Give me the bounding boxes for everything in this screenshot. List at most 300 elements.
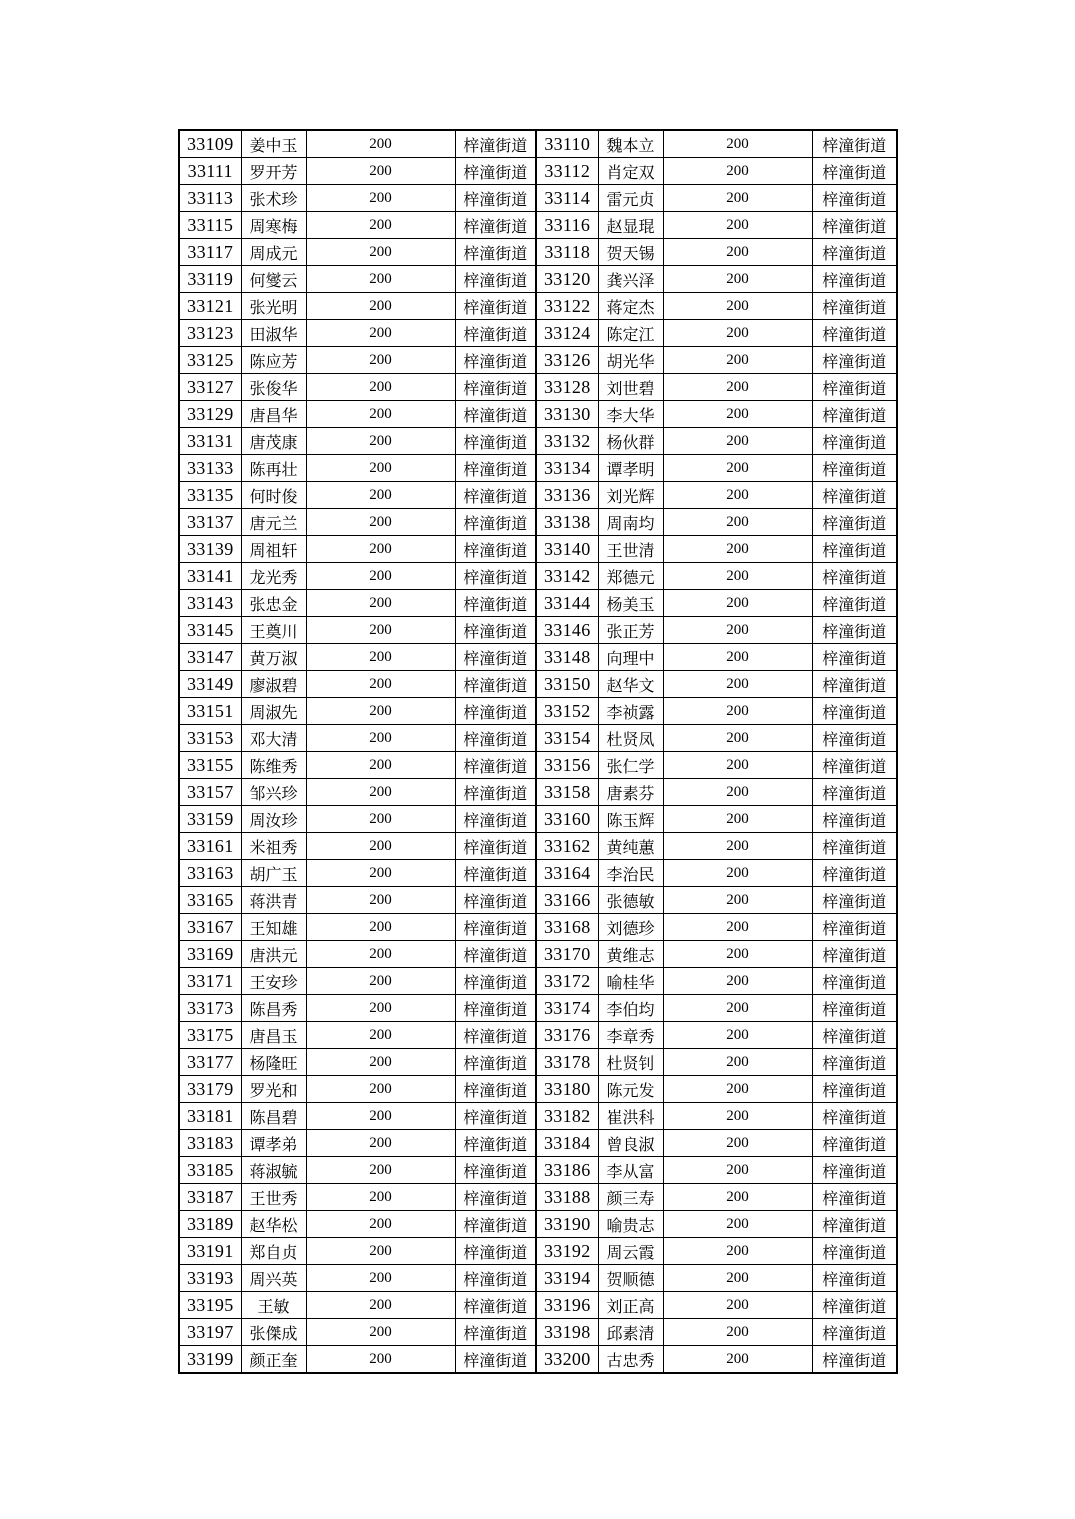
person-name-cell: 雷元贞: [598, 185, 663, 212]
person-name-cell: 杨隆旺: [241, 1049, 306, 1076]
street-name-cell: 梓潼街道: [455, 1130, 536, 1157]
person-name-cell: 周祖轩: [241, 536, 306, 563]
table-row: [179, 968, 897, 995]
person-name-cell: 陈玉辉: [598, 806, 663, 833]
street-name-cell: 梓潼街道: [455, 914, 536, 941]
street-name-cell: 梓潼街道: [455, 644, 536, 671]
street-name-cell: 梓潼街道: [455, 698, 536, 725]
amount-cell: 200: [306, 590, 455, 617]
person-name-cell: 罗光和: [241, 1076, 306, 1103]
street-name-cell: 梓潼街道: [812, 212, 897, 239]
amount-cell: 200: [663, 185, 812, 212]
record-id-cell: 33131: [179, 428, 241, 455]
person-name-cell: 张仁学: [598, 752, 663, 779]
street-name-cell: 梓潼街道: [812, 347, 897, 374]
person-name-cell: 李章秀: [598, 1022, 663, 1049]
amount-cell: 200: [306, 1049, 455, 1076]
street-name-cell: 梓潼街道: [812, 293, 897, 320]
street-name-cell: 梓潼街道: [455, 320, 536, 347]
table-row: [179, 347, 897, 374]
record-id-cell: 33111: [179, 158, 241, 185]
record-id-cell: 33130: [536, 401, 598, 428]
amount-cell: 200: [663, 1238, 812, 1265]
table-row: [179, 698, 897, 725]
street-name-cell: 梓潼街道: [812, 860, 897, 887]
street-name-cell: 梓潼街道: [812, 941, 897, 968]
street-name-cell: 梓潼街道: [455, 1022, 536, 1049]
street-name-cell: 梓潼街道: [812, 671, 897, 698]
person-name-cell: 胡光华: [598, 347, 663, 374]
amount-cell: 200: [663, 833, 812, 860]
person-name-cell: 陈昌秀: [241, 995, 306, 1022]
record-id-cell: 33156: [536, 752, 598, 779]
street-name-cell: 梓潼街道: [812, 590, 897, 617]
record-id-cell: 33171: [179, 968, 241, 995]
street-name-cell: 梓潼街道: [812, 1184, 897, 1211]
street-name-cell: 梓潼街道: [455, 212, 536, 239]
table-row: [179, 320, 897, 347]
street-name-cell: 梓潼街道: [812, 1346, 897, 1374]
amount-cell: 200: [306, 293, 455, 320]
person-name-cell: 王奠川: [241, 617, 306, 644]
record-id-cell: 33110: [536, 130, 598, 158]
amount-cell: 200: [663, 239, 812, 266]
person-name-cell: 崔洪科: [598, 1103, 663, 1130]
person-name-cell: 王世秀: [241, 1184, 306, 1211]
amount-cell: 200: [663, 671, 812, 698]
street-name-cell: 梓潼街道: [455, 536, 536, 563]
amount-cell: 200: [663, 1022, 812, 1049]
street-name-cell: 梓潼街道: [812, 1292, 897, 1319]
street-name-cell: 梓潼街道: [455, 563, 536, 590]
record-id-cell: 33109: [179, 130, 241, 158]
street-name-cell: 梓潼街道: [812, 239, 897, 266]
street-name-cell: 梓潼街道: [812, 968, 897, 995]
amount-cell: 200: [306, 158, 455, 185]
street-name-cell: 梓潼街道: [455, 887, 536, 914]
table-row: [179, 1211, 897, 1238]
street-name-cell: 梓潼街道: [812, 130, 897, 158]
street-name-cell: 梓潼街道: [812, 914, 897, 941]
person-name-cell: 黄维志: [598, 941, 663, 968]
person-name-cell: 张忠金: [241, 590, 306, 617]
amount-cell: 200: [663, 401, 812, 428]
record-id-cell: 33126: [536, 347, 598, 374]
street-name-cell: 梓潼街道: [455, 130, 536, 158]
person-name-cell: 周淑先: [241, 698, 306, 725]
person-name-cell: 周成元: [241, 239, 306, 266]
amount-cell: 200: [663, 995, 812, 1022]
record-id-cell: 33196: [536, 1292, 598, 1319]
amount-cell: 200: [306, 779, 455, 806]
amount-cell: 200: [663, 266, 812, 293]
street-name-cell: 梓潼街道: [455, 860, 536, 887]
record-id-cell: 33124: [536, 320, 598, 347]
amount-cell: 200: [306, 1103, 455, 1130]
street-name-cell: 梓潼街道: [455, 995, 536, 1022]
street-name-cell: 梓潼街道: [455, 590, 536, 617]
street-name-cell: 梓潼街道: [812, 1319, 897, 1346]
street-name-cell: 梓潼街道: [455, 455, 536, 482]
person-name-cell: 陈元发: [598, 1076, 663, 1103]
street-name-cell: 梓潼街道: [812, 752, 897, 779]
street-name-cell: 梓潼街道: [455, 1103, 536, 1130]
record-id-cell: 33137: [179, 509, 241, 536]
record-id-cell: 33118: [536, 239, 598, 266]
record-id-cell: 33129: [179, 401, 241, 428]
person-name-cell: 贺天锡: [598, 239, 663, 266]
record-id-cell: 33143: [179, 590, 241, 617]
person-name-cell: 蒋定杰: [598, 293, 663, 320]
amount-cell: 200: [663, 1319, 812, 1346]
table-row: [179, 212, 897, 239]
amount-cell: 200: [306, 374, 455, 401]
amount-cell: 200: [306, 1292, 455, 1319]
record-id-cell: 33153: [179, 725, 241, 752]
street-name-cell: 梓潼街道: [812, 158, 897, 185]
person-name-cell: 赵华文: [598, 671, 663, 698]
person-name-cell: 何时俊: [241, 482, 306, 509]
table-row: [179, 644, 897, 671]
table-row: [179, 1103, 897, 1130]
amount-cell: 200: [306, 1211, 455, 1238]
street-name-cell: 梓潼街道: [812, 833, 897, 860]
amount-cell: 200: [306, 617, 455, 644]
roster-table: [178, 129, 898, 1374]
amount-cell: 200: [306, 1184, 455, 1211]
street-name-cell: 梓潼街道: [812, 509, 897, 536]
table-row: [179, 455, 897, 482]
record-id-cell: 33177: [179, 1049, 241, 1076]
person-name-cell: 张俊华: [241, 374, 306, 401]
amount-cell: 200: [663, 1049, 812, 1076]
record-id-cell: 33152: [536, 698, 598, 725]
street-name-cell: 梓潼街道: [812, 266, 897, 293]
street-name-cell: 梓潼街道: [455, 671, 536, 698]
amount-cell: 200: [663, 1130, 812, 1157]
person-name-cell: 张术珍: [241, 185, 306, 212]
amount-cell: 200: [663, 1211, 812, 1238]
record-id-cell: 33159: [179, 806, 241, 833]
record-id-cell: 33188: [536, 1184, 598, 1211]
record-id-cell: 33184: [536, 1130, 598, 1157]
record-id-cell: 33139: [179, 536, 241, 563]
record-id-cell: 33134: [536, 455, 598, 482]
person-name-cell: 黄纯蕙: [598, 833, 663, 860]
record-id-cell: 33179: [179, 1076, 241, 1103]
record-id-cell: 33200: [536, 1346, 598, 1374]
person-name-cell: 贺顺德: [598, 1265, 663, 1292]
record-id-cell: 33140: [536, 536, 598, 563]
table-row: [179, 1049, 897, 1076]
record-id-cell: 33123: [179, 320, 241, 347]
street-name-cell: 梓潼街道: [455, 239, 536, 266]
record-id-cell: 33127: [179, 374, 241, 401]
record-id-cell: 33144: [536, 590, 598, 617]
record-id-cell: 33186: [536, 1157, 598, 1184]
amount-cell: 200: [663, 158, 812, 185]
street-name-cell: 梓潼街道: [812, 455, 897, 482]
person-name-cell: 陈应芳: [241, 347, 306, 374]
street-name-cell: 梓潼街道: [812, 482, 897, 509]
record-id-cell: 33148: [536, 644, 598, 671]
person-name-cell: 颜正奎: [241, 1346, 306, 1374]
street-name-cell: 梓潼街道: [455, 185, 536, 212]
person-name-cell: 周寒梅: [241, 212, 306, 239]
roster-body: [179, 130, 897, 1373]
record-id-cell: 33121: [179, 293, 241, 320]
amount-cell: 200: [306, 347, 455, 374]
amount-cell: 200: [306, 644, 455, 671]
amount-cell: 200: [306, 563, 455, 590]
record-id-cell: 33160: [536, 806, 598, 833]
table-row: [179, 482, 897, 509]
amount-cell: 200: [663, 617, 812, 644]
amount-cell: 200: [663, 590, 812, 617]
record-id-cell: 33165: [179, 887, 241, 914]
record-id-cell: 33173: [179, 995, 241, 1022]
amount-cell: 200: [306, 833, 455, 860]
person-name-cell: 李伯均: [598, 995, 663, 1022]
table-row: [179, 1292, 897, 1319]
street-name-cell: 梓潼街道: [812, 806, 897, 833]
table-row: [179, 239, 897, 266]
amount-cell: 200: [663, 1157, 812, 1184]
table-row: [179, 1238, 897, 1265]
street-name-cell: 梓潼街道: [455, 158, 536, 185]
amount-cell: 200: [663, 1346, 812, 1374]
person-name-cell: 王敏: [241, 1292, 306, 1319]
amount-cell: 200: [306, 266, 455, 293]
record-id-cell: 33136: [536, 482, 598, 509]
record-id-cell: 33122: [536, 293, 598, 320]
record-id-cell: 33174: [536, 995, 598, 1022]
person-name-cell: 张傑成: [241, 1319, 306, 1346]
record-id-cell: 33132: [536, 428, 598, 455]
person-name-cell: 张光明: [241, 293, 306, 320]
person-name-cell: 杜贤凤: [598, 725, 663, 752]
record-id-cell: 33193: [179, 1265, 241, 1292]
person-name-cell: 刘光辉: [598, 482, 663, 509]
person-name-cell: 唐昌玉: [241, 1022, 306, 1049]
person-name-cell: 龚兴泽: [598, 266, 663, 293]
amount-cell: 200: [663, 455, 812, 482]
street-name-cell: 梓潼街道: [812, 1130, 897, 1157]
street-name-cell: 梓潼街道: [812, 1211, 897, 1238]
person-name-cell: 周汝珍: [241, 806, 306, 833]
street-name-cell: 梓潼街道: [455, 428, 536, 455]
amount-cell: 200: [306, 428, 455, 455]
table-row: [179, 1346, 897, 1374]
record-id-cell: 33189: [179, 1211, 241, 1238]
table-row: [179, 995, 897, 1022]
person-name-cell: 唐昌华: [241, 401, 306, 428]
street-name-cell: 梓潼街道: [812, 320, 897, 347]
street-name-cell: 梓潼街道: [455, 779, 536, 806]
amount-cell: 200: [306, 725, 455, 752]
table-row: [179, 860, 897, 887]
amount-cell: 200: [663, 1265, 812, 1292]
person-name-cell: 谭孝弟: [241, 1130, 306, 1157]
street-name-cell: 梓潼街道: [812, 1157, 897, 1184]
person-name-cell: 何燮云: [241, 266, 306, 293]
record-id-cell: 33198: [536, 1319, 598, 1346]
street-name-cell: 梓潼街道: [812, 698, 897, 725]
amount-cell: 200: [663, 1076, 812, 1103]
table-row: [179, 914, 897, 941]
person-name-cell: 姜中玉: [241, 130, 306, 158]
record-id-cell: 33117: [179, 239, 241, 266]
person-name-cell: 李从富: [598, 1157, 663, 1184]
street-name-cell: 梓潼街道: [812, 1049, 897, 1076]
person-name-cell: 黄万淑: [241, 644, 306, 671]
amount-cell: 200: [306, 1238, 455, 1265]
record-id-cell: 33149: [179, 671, 241, 698]
record-id-cell: 33166: [536, 887, 598, 914]
person-name-cell: 蒋淑毓: [241, 1157, 306, 1184]
table-row: [179, 590, 897, 617]
person-name-cell: 陈维秀: [241, 752, 306, 779]
record-id-cell: 33185: [179, 1157, 241, 1184]
street-name-cell: 梓潼街道: [455, 266, 536, 293]
amount-cell: 200: [663, 779, 812, 806]
amount-cell: 200: [306, 1319, 455, 1346]
amount-cell: 200: [663, 130, 812, 158]
amount-cell: 200: [663, 941, 812, 968]
amount-cell: 200: [306, 130, 455, 158]
amount-cell: 200: [306, 1157, 455, 1184]
table-row: [179, 1076, 897, 1103]
amount-cell: 200: [663, 1184, 812, 1211]
amount-cell: 200: [663, 725, 812, 752]
record-id-cell: 33157: [179, 779, 241, 806]
street-name-cell: 梓潼街道: [455, 1292, 536, 1319]
amount-cell: 200: [306, 239, 455, 266]
amount-cell: 200: [663, 482, 812, 509]
record-id-cell: 33199: [179, 1346, 241, 1374]
person-name-cell: 王知雄: [241, 914, 306, 941]
table-row: [179, 617, 897, 644]
table-row: [179, 725, 897, 752]
record-id-cell: 33154: [536, 725, 598, 752]
record-id-cell: 33125: [179, 347, 241, 374]
person-name-cell: 邓大清: [241, 725, 306, 752]
street-name-cell: 梓潼街道: [455, 1157, 536, 1184]
table-row: [179, 671, 897, 698]
amount-cell: 200: [663, 968, 812, 995]
amount-cell: 200: [663, 752, 812, 779]
person-name-cell: 杜贤钊: [598, 1049, 663, 1076]
person-name-cell: 魏本立: [598, 130, 663, 158]
amount-cell: 200: [663, 320, 812, 347]
person-name-cell: 唐洪元: [241, 941, 306, 968]
amount-cell: 200: [306, 1265, 455, 1292]
street-name-cell: 梓潼街道: [455, 752, 536, 779]
amount-cell: 200: [663, 347, 812, 374]
table-row: [179, 941, 897, 968]
table-row: [179, 1022, 897, 1049]
amount-cell: 200: [663, 212, 812, 239]
person-name-cell: 邹兴珍: [241, 779, 306, 806]
street-name-cell: 梓潼街道: [455, 1319, 536, 1346]
street-name-cell: 梓潼街道: [455, 617, 536, 644]
amount-cell: 200: [306, 752, 455, 779]
amount-cell: 200: [663, 860, 812, 887]
person-name-cell: 蒋洪青: [241, 887, 306, 914]
record-id-cell: 33164: [536, 860, 598, 887]
person-name-cell: 刘正高: [598, 1292, 663, 1319]
table-row: [179, 130, 897, 158]
record-id-cell: 33180: [536, 1076, 598, 1103]
record-id-cell: 33116: [536, 212, 598, 239]
street-name-cell: 梓潼街道: [455, 941, 536, 968]
person-name-cell: 向理中: [598, 644, 663, 671]
person-name-cell: 周兴英: [241, 1265, 306, 1292]
record-id-cell: 33141: [179, 563, 241, 590]
record-id-cell: 33168: [536, 914, 598, 941]
person-name-cell: 李祯露: [598, 698, 663, 725]
street-name-cell: 梓潼街道: [812, 644, 897, 671]
street-name-cell: 梓潼街道: [812, 401, 897, 428]
person-name-cell: 肖定双: [598, 158, 663, 185]
person-name-cell: 古忠秀: [598, 1346, 663, 1374]
amount-cell: 200: [306, 941, 455, 968]
amount-cell: 200: [663, 509, 812, 536]
table-row: [179, 563, 897, 590]
record-id-cell: 33178: [536, 1049, 598, 1076]
record-id-cell: 33120: [536, 266, 598, 293]
street-name-cell: 梓潼街道: [812, 1103, 897, 1130]
amount-cell: 200: [306, 968, 455, 995]
record-id-cell: 33151: [179, 698, 241, 725]
record-id-cell: 33147: [179, 644, 241, 671]
person-name-cell: 喻桂华: [598, 968, 663, 995]
person-name-cell: 唐素芬: [598, 779, 663, 806]
amount-cell: 200: [663, 1292, 812, 1319]
street-name-cell: 梓潼街道: [455, 401, 536, 428]
person-name-cell: 李治民: [598, 860, 663, 887]
table-row: [179, 185, 897, 212]
table-row: [179, 1184, 897, 1211]
amount-cell: 200: [663, 374, 812, 401]
amount-cell: 200: [306, 401, 455, 428]
person-name-cell: 唐茂康: [241, 428, 306, 455]
record-id-cell: 33119: [179, 266, 241, 293]
record-id-cell: 33145: [179, 617, 241, 644]
table-row: [179, 509, 897, 536]
amount-cell: 200: [663, 644, 812, 671]
person-name-cell: 张德敏: [598, 887, 663, 914]
person-name-cell: 刘世碧: [598, 374, 663, 401]
street-name-cell: 梓潼街道: [455, 968, 536, 995]
person-name-cell: 罗开芳: [241, 158, 306, 185]
table-row: [179, 158, 897, 185]
record-id-cell: 33182: [536, 1103, 598, 1130]
amount-cell: 200: [663, 563, 812, 590]
amount-cell: 200: [306, 1076, 455, 1103]
table-row: [179, 1265, 897, 1292]
amount-cell: 200: [663, 293, 812, 320]
record-id-cell: 33114: [536, 185, 598, 212]
person-name-cell: 唐元兰: [241, 509, 306, 536]
table-row: [179, 1319, 897, 1346]
table-row: [179, 1157, 897, 1184]
person-name-cell: 赵显琨: [598, 212, 663, 239]
person-name-cell: 陈昌碧: [241, 1103, 306, 1130]
person-name-cell: 刘德珍: [598, 914, 663, 941]
street-name-cell: 梓潼街道: [455, 1076, 536, 1103]
amount-cell: 200: [306, 536, 455, 563]
